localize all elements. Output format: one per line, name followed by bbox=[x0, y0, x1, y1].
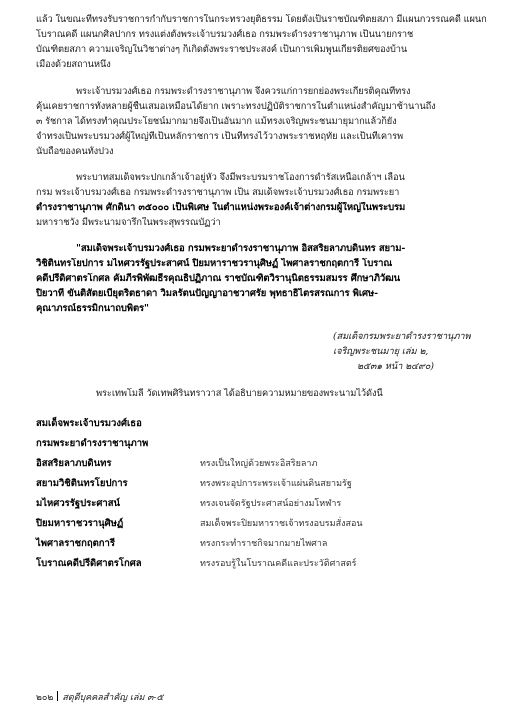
quote-line-5: คุณาภรณ์ธรรมิกนาถบพิตร" bbox=[36, 303, 149, 314]
definition-term: มไหศวรรัฐประศาสน์ bbox=[36, 498, 121, 509]
definition-meaning: ทรงพระอุปการะพระเจ้าแผ่นดินสยามรัฐ bbox=[200, 479, 352, 489]
definition-term: โบราณคดีปรีดิศาตรโกศล bbox=[36, 558, 142, 569]
quote-line-4: ปิยวาที ขันติสัตยเบี่ยุตริตธาดา วิมลรัตนปัญญาอาชวาศรัย พุทธาธิไตรสรณการ พิเศษ- bbox=[36, 288, 378, 299]
page-number: ๒๐๒ bbox=[36, 693, 54, 703]
definition-term: อิสสริยลาภบดินทร bbox=[36, 458, 112, 469]
citation-line-3: ๒๕๓๑ หน้า ๒๔๙๐) bbox=[357, 361, 434, 372]
para3-line-4: มหาราชวัง มีพระนามจารึกในพระสุพรรณบัฏว่า bbox=[36, 217, 221, 228]
para2-line-5: นับถือของคนทั้งปวง bbox=[36, 146, 114, 157]
definition-meaning: ทรงรอบรู้ในโบราณคดีและประวัติศาสตร์ bbox=[200, 559, 357, 569]
footer-divider bbox=[57, 691, 58, 701]
definition-meaning: ทรงกระทำราชกิจมากมายไพศาล bbox=[200, 539, 328, 549]
para2-line-3: ๓ รัชกาล ได้ทรงทำคุณประโยชน์มากมายจึงเป็นอันมาก แม้ทรงเจริญพระชนมายุมากแล้วก็ยัง bbox=[36, 116, 397, 127]
citation-line-1: (สมเด็จกรมพระยาดำรงราชานุภาพ bbox=[333, 331, 471, 342]
definition-term: ปิยมหาราชวรานุศิษฏ์ bbox=[36, 518, 124, 529]
definition-term: ไพศาลราชกฤตการี bbox=[36, 538, 115, 549]
definition-meaning: ทรงเจนจัดรัฐประศาสน์อย่างมโหฬาร bbox=[200, 499, 342, 509]
para3-line-2: กรม พระเจ้าบรมวงศ์เธอ กรมพระดำรงราชานุภาพ เป็น สมเด็จพระเจ้าบรมวงศ์เธอ กรมพระยา bbox=[36, 187, 400, 198]
para2-line-1: พระเจ้าบรมวงศ์เธอ กรมพระดำรงราชานุภาพ จึงควรแก่การยกย่องพระเกียรติคุณที่ทรง bbox=[76, 86, 411, 97]
para2-line-2: คุ้นเคยราชการทั้งหลายผู้ชื่นเสมอเหมือนได้ยาก เพราะทรงปฏิบัติราชการในตำแหน่งสำคัญมาช้านานถึง bbox=[36, 101, 436, 112]
series-title: สดุดีบุคคลสำคัญ เล่ม ๓-๕ bbox=[62, 693, 164, 703]
definition-meaning: ทรงเป็นใหญ่ด้วยพระอิสริยลาภ bbox=[200, 459, 318, 469]
quote-line-1: "สมเด็จพระเจ้าบรมวงศ์เธอ กรมพระยาดำรงราชานุภาพ อิสสริยลาภบดินทร สยาม- bbox=[76, 243, 406, 254]
para1-line-2: โบราณคดี แผนกศิลปากร ทรงแต่งตั้งพระเจ้าบรมวงศ์เธอ กรมพระดำรงราชานุภาพ เป็นนายกราช bbox=[36, 29, 414, 40]
citation-line-2: เจริญพระชนมายุ เล่ม ๒, bbox=[333, 346, 429, 357]
para1-line-1: แล้ว ในขณะที่ทรงรับราชการกำกับราชการในกระทรวงยุติธรรม โดยตั้งเป็นราชบัณฑิตยสภา มีแผนกวรรณคดี แผนก bbox=[36, 14, 487, 25]
page-footer bbox=[36, 690, 163, 704]
quote-line-2: วิชิตินทรโยปการ มไหศวรรัฐประสาศน์ ปิยมหาราชวรานุศิษฏ์ ไพศาลราชกฤตการี โบราณ bbox=[36, 258, 393, 269]
para1-line-4: เมืองด้วยสถานหนึ่ง bbox=[36, 59, 111, 70]
quote-line-3: คดีปรีดิศาตรโกศล คัมภีรพิพัฒธีรคุณธิปฏิภาณ ราชบัณฑิตวิรานุนิตธรรมสมรร ศึกษาภิวัฒน bbox=[36, 273, 400, 284]
definitions-intro: พระเทพโมลี วัดเทพศิรินทราวาส ได้อธิบายความหมายของพระนามไว้ดังนี้ bbox=[96, 388, 383, 399]
para1-line-3: บัณฑิตยสภา ความเจริญในวิชาต่างๆ ก็เกิดตั้งพระราชประสงค์ เป็นการเพิ่มพูนเกียรติยศของบ้าน bbox=[36, 44, 408, 55]
para3-line-1: พระบาทสมเด็จพระปกเกล้าเจ้าอยู่หัว จึงมีพระบรมราชโองการดำรัสเหนือเกล้าฯ เลื่อน bbox=[76, 172, 405, 183]
definition-term: กรมพระยาดำรงราชานุภาพ bbox=[36, 438, 149, 449]
para3-line-3: ดำรงราชานุภาพ ศักดินา ๓๕๐๐๐ เป็นพิเศษ ในตำแหน่งพระองค์เจ้าต่างกรมผู้ใหญ่ในพระบรม bbox=[36, 202, 406, 213]
para2-line-4: จำทรงเป็นพระบรมวงศ์ผู้ใหญ่ที่เป็นหลักราชการ เป็นที่ทรงไว้วางพระราชหฤทัย และเป็นที่เคารพ bbox=[36, 131, 404, 142]
definition-meaning: สมเด็จพระปิยมหาราชเจ้าทรงอบรมสั่งสอน bbox=[200, 519, 363, 529]
definition-term: สมเด็จพระเจ้าบรมวงศ์เธอ bbox=[36, 418, 142, 429]
definition-term: สยามวิชิตินทรโยปการ bbox=[36, 478, 128, 489]
